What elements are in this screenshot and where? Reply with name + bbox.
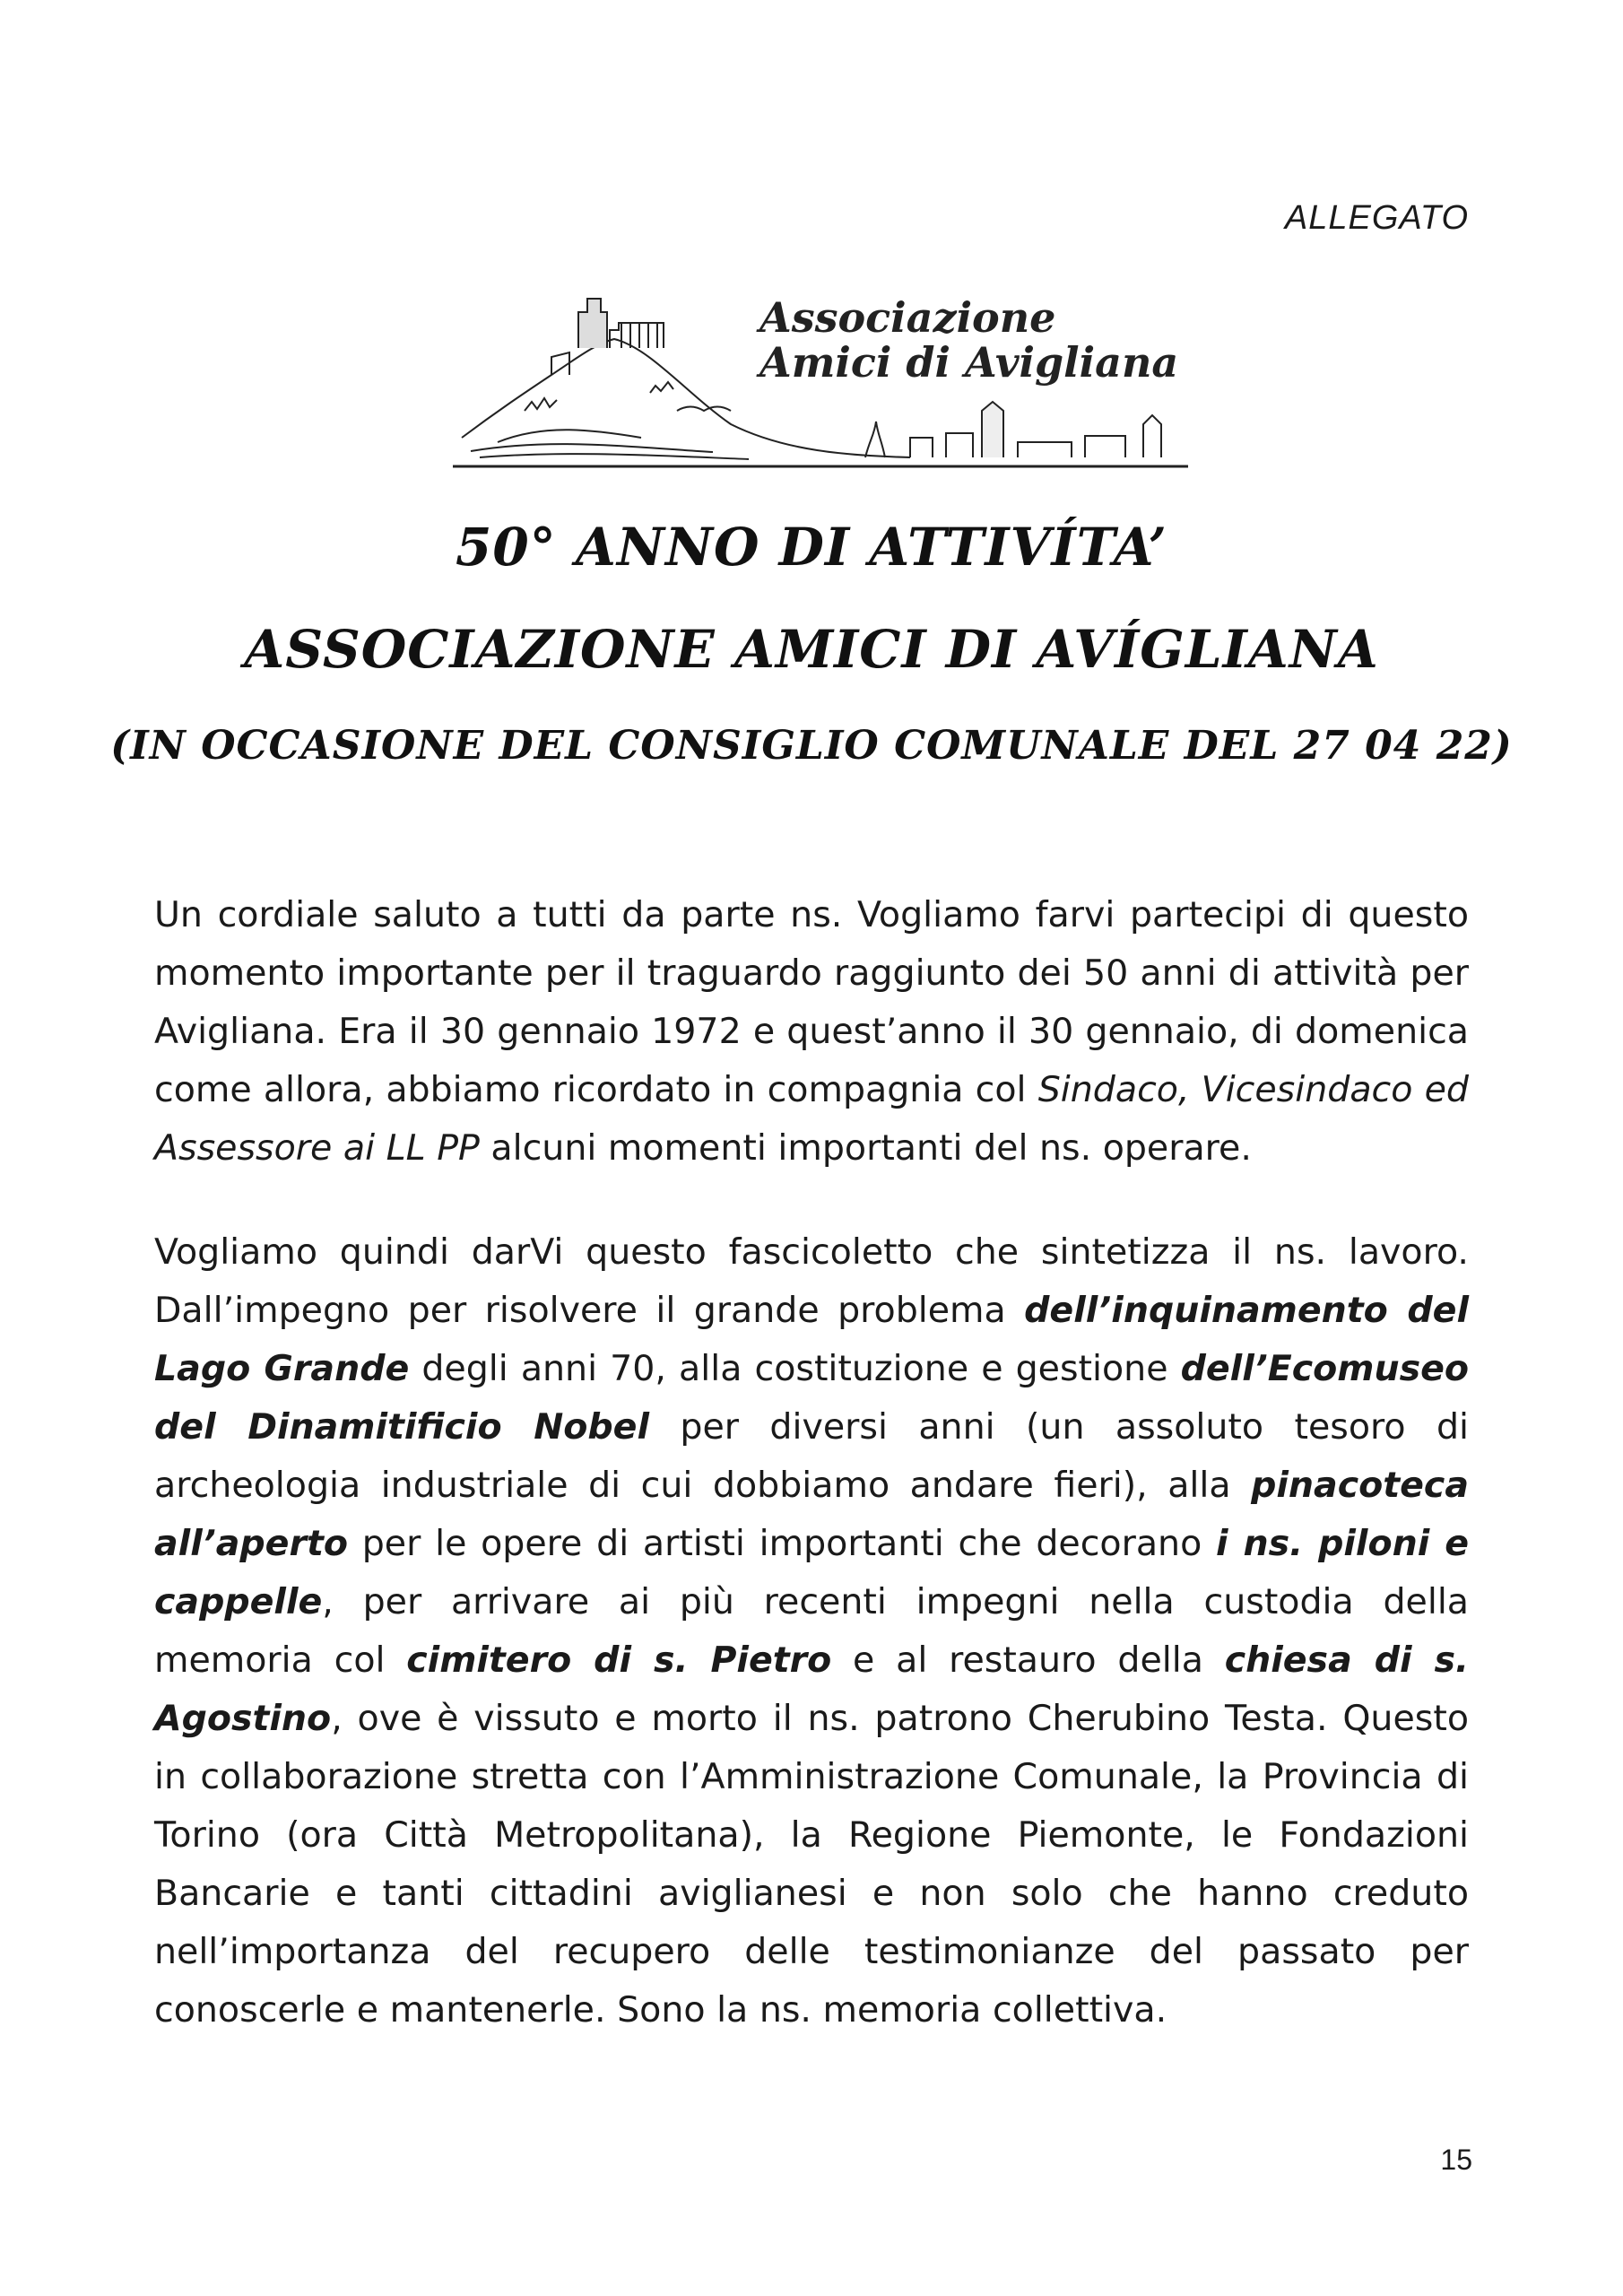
association-logo xyxy=(444,258,1197,481)
title-association: ASSOCIAZIONE AMICI DI AVÍGLIANA xyxy=(244,619,1379,680)
page-number: 15 xyxy=(1440,2144,1472,2176)
title-occasion: (IN OCCASIONE DEL CONSIGLIO COMUNALE DEL 27 04 22) xyxy=(110,723,1513,769)
paragraph-greeting: Un cordiale saluto a tutti da parte ns. Vogliamo farvi partecipi di questo momento importante per il traguardo raggiunto dei 50 anni di attività per Avigliana. Era il 30 gennaio 1972 e quest’anno il 30 gennaio, di domenica come allora, abbiamo ricordato in compagnia col Sindaco, Vicesindaco ed Assessore ai LL PP alcuni momenti importanti del ns. operare. xyxy=(154,894,1469,1169)
logo-text-line1: Associazione xyxy=(759,293,1056,342)
paragraph-activities: Vogliamo quindi darVi questo fascicoletto che sintetizza il ns. lavoro. Dall’impegno per risolvere il grande problema dell’inquinamento del Lago Grande degli anni 70, alla costituzione e gestione dell’Ecomuseo del Dinamitificio Nobel per diversi anni (un assoluto tesoro di archeologia industriale di cui dobbiamo andare fieri), alla pinacoteca all’aperto per le opere di artisti importanti che decorano i ns. piloni e cappelle, per arrivare ai più recenti impegni nella custodia della memoria col cimitero di s. Pietro e al restauro della chiesa di s. Agostino, ove è vissuto e morto il ns. patrono Cherubino Testa. Questo in collaborazione stretta con l’Amministrazione Comunale, la Provincia di Torino (ora Città Metropolitana), la Regione Piemonte, le Fondazioni Bancarie e tanti cittadini aviglianesi e non solo che hanno creduto nell’importanza del recupero delle testimonianze del passato per conoscerle e mantenerle. Sono la ns. memoria collettiva. xyxy=(154,1231,1470,2031)
logo-text-line2: Amici di Avigliana xyxy=(759,338,1179,387)
title-anniversary: 50° ANNO DI ATTIVÍTA’ xyxy=(456,517,1167,578)
attachment-label: ALLEGATO xyxy=(1284,199,1469,237)
